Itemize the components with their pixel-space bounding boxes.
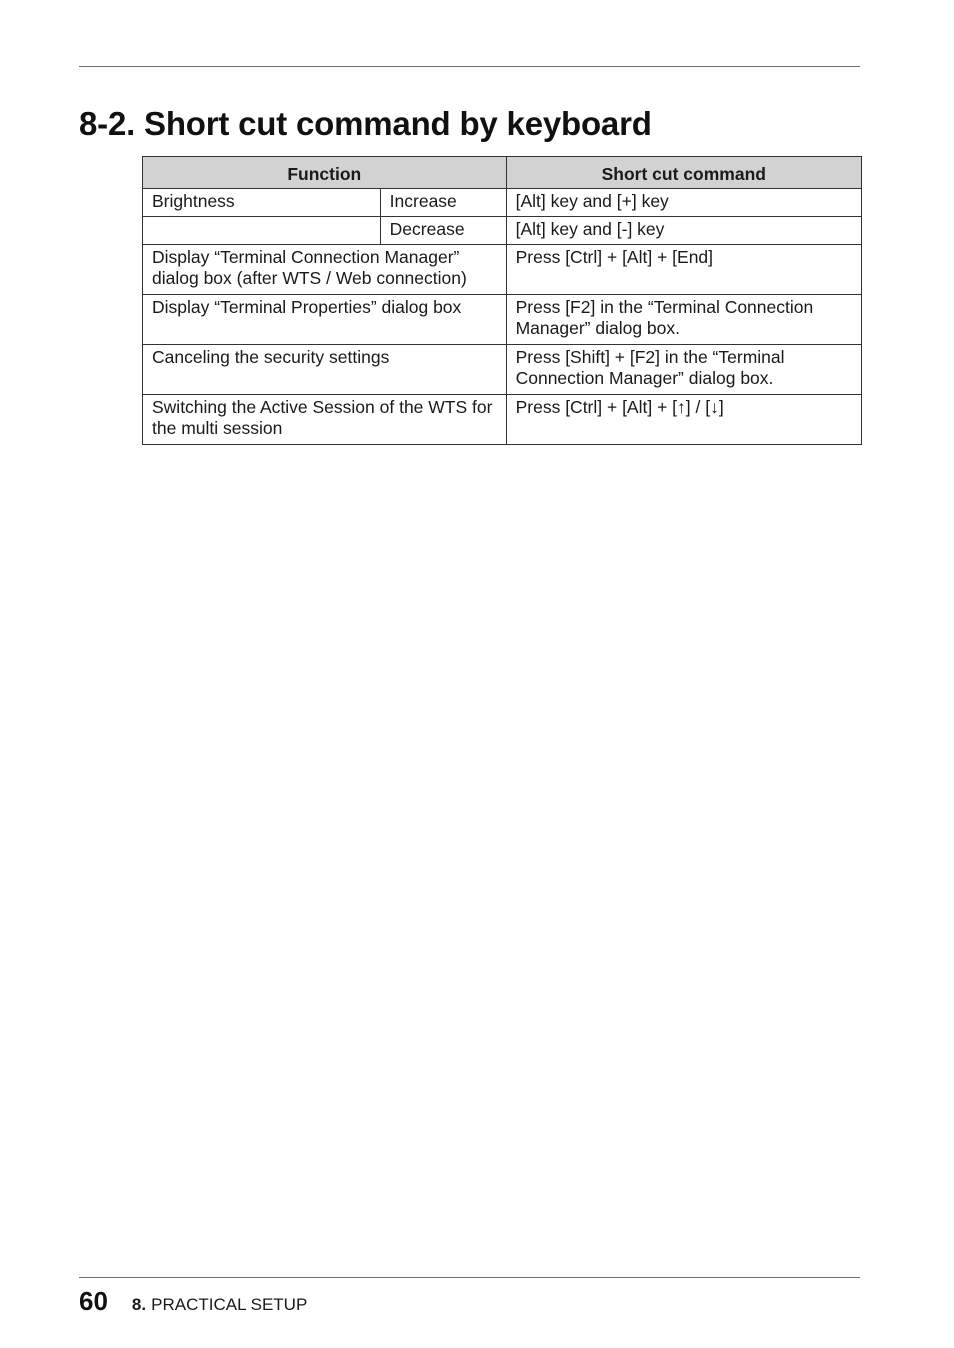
- page-footer: [79, 1286, 307, 1317]
- command-cell: Press [Ctrl] + [Alt] + [End]: [506, 245, 861, 295]
- table-row: [143, 245, 862, 295]
- page-number: 60: [79, 1286, 108, 1316]
- function-cell: Switching the Active Session of the WTS for the multi session: [143, 395, 507, 445]
- function-cell: Display “Terminal Properties” dialog box: [143, 295, 507, 345]
- shortcut-table: [142, 156, 862, 445]
- header-command: Short cut command: [506, 157, 861, 189]
- table-header-row: [143, 157, 862, 189]
- command-cell: Press [Shift] + [F2] in the “Terminal Connection Manager” dialog box.: [506, 345, 861, 395]
- table-row: [143, 395, 862, 445]
- section-number: 8.: [131, 1295, 147, 1314]
- sub-function-cell: Decrease: [380, 217, 506, 245]
- table-row: [143, 217, 862, 245]
- table-row: [143, 295, 862, 345]
- function-cell: Canceling the security settings: [143, 345, 507, 395]
- function-cell: Brightness: [143, 189, 381, 217]
- table-row: [143, 189, 862, 217]
- command-cell: Press [F2] in the “Terminal Connection Manager” dialog box.: [506, 295, 861, 345]
- top-rule: [79, 66, 860, 67]
- function-cell: [143, 217, 381, 245]
- page-title: 8-2. Short cut command by keyboard: [79, 105, 652, 142]
- command-cell: Press [Ctrl] + [Alt] + [↑] / [↓]: [506, 395, 861, 445]
- section-title: PRACTICAL SETUP: [151, 1295, 308, 1314]
- bottom-rule: [79, 1277, 860, 1278]
- function-cell: Display “Terminal Connection Manager” dialog box (after WTS / Web connection): [143, 245, 507, 295]
- header-function: Function: [143, 157, 507, 189]
- sub-function-cell: Increase: [380, 189, 506, 217]
- command-cell: [Alt] key and [+] key: [506, 189, 861, 217]
- command-cell: [Alt] key and [-] key: [506, 217, 861, 245]
- table-row: [143, 345, 862, 395]
